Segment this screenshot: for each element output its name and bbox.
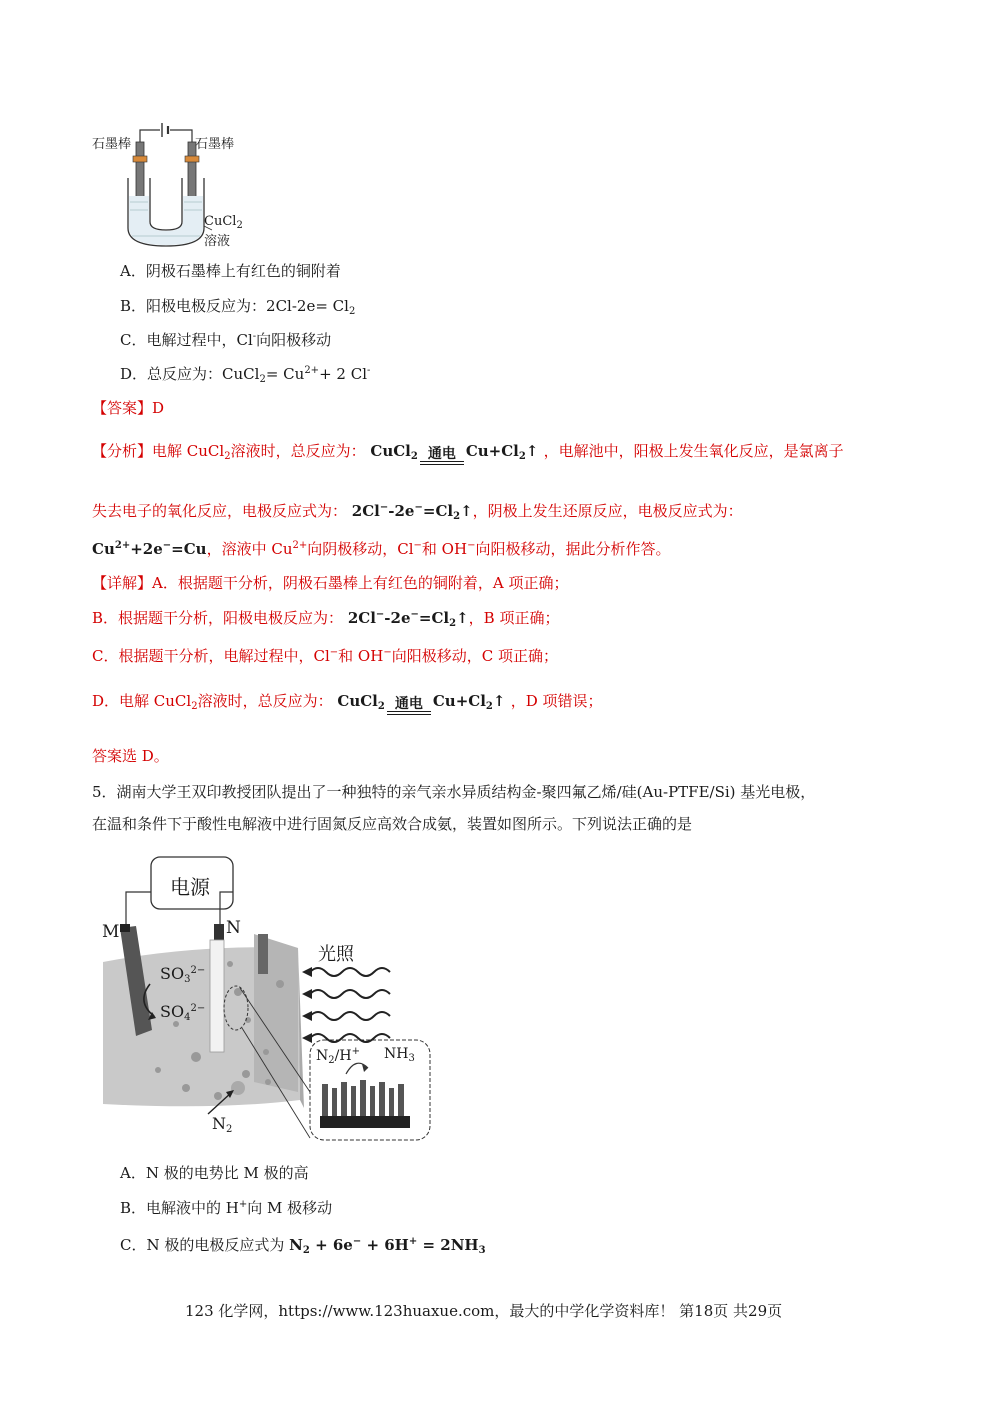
q5-stem-line-1: 5．湖南大学王双印教授团队提出了一种独特的亲气亲水异质结构金-聚四氟乙烯/硅(Au-PTFE/Si) 基光电极， xyxy=(92,783,816,801)
n-electrode-eq: $N_2 + 6e^- + 6H^+ = 2NH_3$ xyxy=(289,1236,486,1256)
solution-label: CuCl$_2$ 溶液 xyxy=(204,214,243,249)
u-tube-figure xyxy=(90,118,250,250)
q5-option-a: A．N 极的电势比 M 极的高 xyxy=(120,1164,309,1182)
m-electrode-label: M xyxy=(102,922,120,942)
page-footer: 123 化学网，https://www.123huaxue.com，最大的中学化学资料库！ 第18页 共29页 xyxy=(185,1302,783,1320)
photoelectrode-diagram xyxy=(98,852,434,1144)
analysis-line-2: 失去电子的氧化反应，电极反应式为： $2Cl^--2e^-=Cl_2↑$，阴极上发生还原反应，电极反应式为： xyxy=(92,502,743,522)
q5-option-b: B．电解液中的 H+向 M 极移动 xyxy=(120,1199,333,1217)
detail-line-a: 【详解】A．根据题干分析，阴极石墨棒上有红色的铜附着，A 项正确； xyxy=(92,574,569,592)
detail-line-b: B．根据题干分析，阳极电极反应为： $2Cl^--2e^-=Cl_2↑$，B 项正确； xyxy=(92,609,560,629)
power-source-label: 电源 xyxy=(170,875,210,899)
nh3-label: $NH_3$ xyxy=(384,1046,415,1064)
anode-eq: $2Cl^--2e^-=Cl_2↑$ xyxy=(351,502,473,522)
sulfite-label: $SO_3^{2-}$ xyxy=(160,964,206,985)
cathode-eq: $Cu^{2+}+2e^-=Cu$ xyxy=(92,540,207,558)
analysis-line-3: $Cu^{2+}+2e^-=Cu$，溶液中 $Cu^{2+}$向阴极移动，Cl−和 OH−向阳极移动，据此分析作答。 xyxy=(92,540,671,558)
photoelectrode-figure xyxy=(98,852,434,1144)
detail-line-c: C．根据题干分析，电解过程中，Cl−和 OH−向阳极移动，C 项正确； xyxy=(92,647,558,665)
q5-option-c: C．N 极的电极反应式为 $N_2 + 6e^- + 6H^+ = 2NH_3$ xyxy=(120,1236,486,1256)
total-reaction-eq: CuCl$_2$ 通电 $Cu+Cl_2↑$ xyxy=(370,442,543,460)
detail-total-eq: CuCl$_2$ 通电 $Cu+Cl_2↑$ xyxy=(337,692,510,710)
left-electrode-label: 石墨棒 xyxy=(92,137,132,152)
detail-anode-eq: $2Cl^--2e^-=Cl_2↑$ xyxy=(347,609,469,629)
light-label: 光照 xyxy=(318,944,354,965)
n2-h-label: $N_2/H^+$ xyxy=(316,1046,360,1066)
right-electrode-label: 石墨棒 xyxy=(195,137,235,152)
detail-line-d: D．电解 CuCl$_2$溶液时，总反应为： CuCl$_2$ 通电 $Cu+Cl_2↑$ ，D 项错误； xyxy=(92,690,602,715)
n-electrode-label: N xyxy=(226,918,241,938)
q4-option-a: A．阴极石墨棒上有红色的铜附着 xyxy=(120,262,341,280)
q5-stem-line-2: 在温和条件下于酸性电解液中进行固氮反应高效合成氨，装置如图所示。下列说法正确的是 xyxy=(92,815,693,833)
q4-option-b: B．阳极电极反应为：$2Cl-2e= Cl_2$ xyxy=(120,297,356,317)
q4-option-d: D．总反应为：CuCl$_2$= $Cu^{2+}+ 2$ Cl- xyxy=(120,365,371,385)
detail-conclusion: 答案选 D。 xyxy=(92,747,169,765)
sulfate-label: $SO_4^{2-}$ xyxy=(160,1002,206,1023)
analysis-line-1: 【分析】电解 CuCl$_2$溶液时，总反应为： CuCl$_2$ 通电 $Cu+Cl_2↑$ ，电解池中，阳极上发生氧化反应，是氯离子 xyxy=(92,440,844,465)
q4-option-c: C．电解过程中，Cl-向阳极移动 xyxy=(120,331,332,349)
n2-label: $N_2$ xyxy=(212,1114,233,1135)
answer-line: 【答案】D xyxy=(92,399,165,417)
